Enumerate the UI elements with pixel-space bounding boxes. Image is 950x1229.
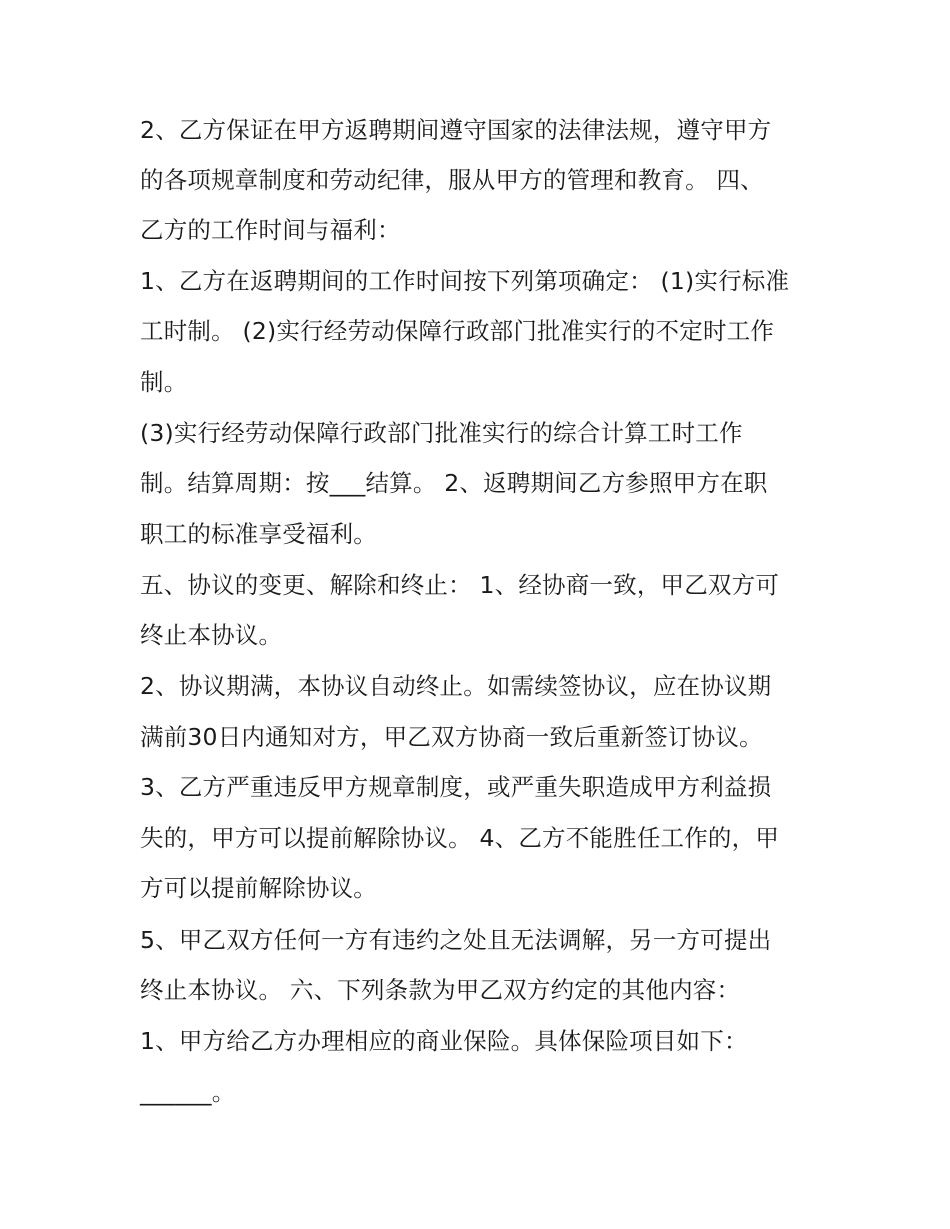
text-line: (3)实行经劳动保障行政部门批准实行的综合计算工时工作 xyxy=(140,419,743,447)
text-line: 终止本协议。 六、下列条款为甲乙双方约定的其他内容： xyxy=(140,976,741,1004)
text-line: 乙方的工作时间与福利： xyxy=(140,216,401,244)
text-line: 的各项规章制度和劳动纪律，服从甲方的管理和教育。 四、 xyxy=(140,166,764,194)
text-line: 五、协议的变更、解除和终止： 1、经协商一致，甲乙双方可 xyxy=(140,571,780,599)
text-line: 1、乙方在返聘期间的工作时间按下列第项确定： (1)实行标准 xyxy=(140,267,790,295)
text-line: 失的，甲方可以提前解除协议。 4、乙方不能胜任工作的，甲 xyxy=(140,824,780,852)
text-line: 制。结算周期：按___结算。 2、返聘期间乙方参照甲方在职 xyxy=(140,469,768,497)
text-line: 5、甲乙双方任何一方有违约之处且无法调解，另一方可提出 xyxy=(140,926,772,954)
text-line: ______。 xyxy=(140,1078,236,1106)
text-line: 职工的标准享受福利。 xyxy=(140,520,377,548)
text-line: 3、乙方严重违反甲方规章制度，或严重失职造成甲方利益损 xyxy=(140,773,772,801)
text-line: 1、甲方给乙方办理相应的商业保险。具体保险项目如下： xyxy=(140,1027,748,1055)
text-line: 工时制。 (2)实行经劳动保障行政部门批准实行的不定时工作 xyxy=(140,317,775,345)
text-line: 2、协议期满，本协议自动终止。如需续签协议，应在协议期 xyxy=(140,672,772,700)
text-line: 制。 xyxy=(140,368,188,396)
text-line: 终止本协议。 xyxy=(140,621,283,649)
text-line: 方可以提前解除协议。 xyxy=(140,874,377,902)
text-line: 2、乙方保证在甲方返聘期间遵守国家的法律法规，遵守甲方 xyxy=(140,116,772,144)
text-line: 满前30日内通知对方，甲乙双方协商一致后重新签订协议。 xyxy=(140,723,763,751)
